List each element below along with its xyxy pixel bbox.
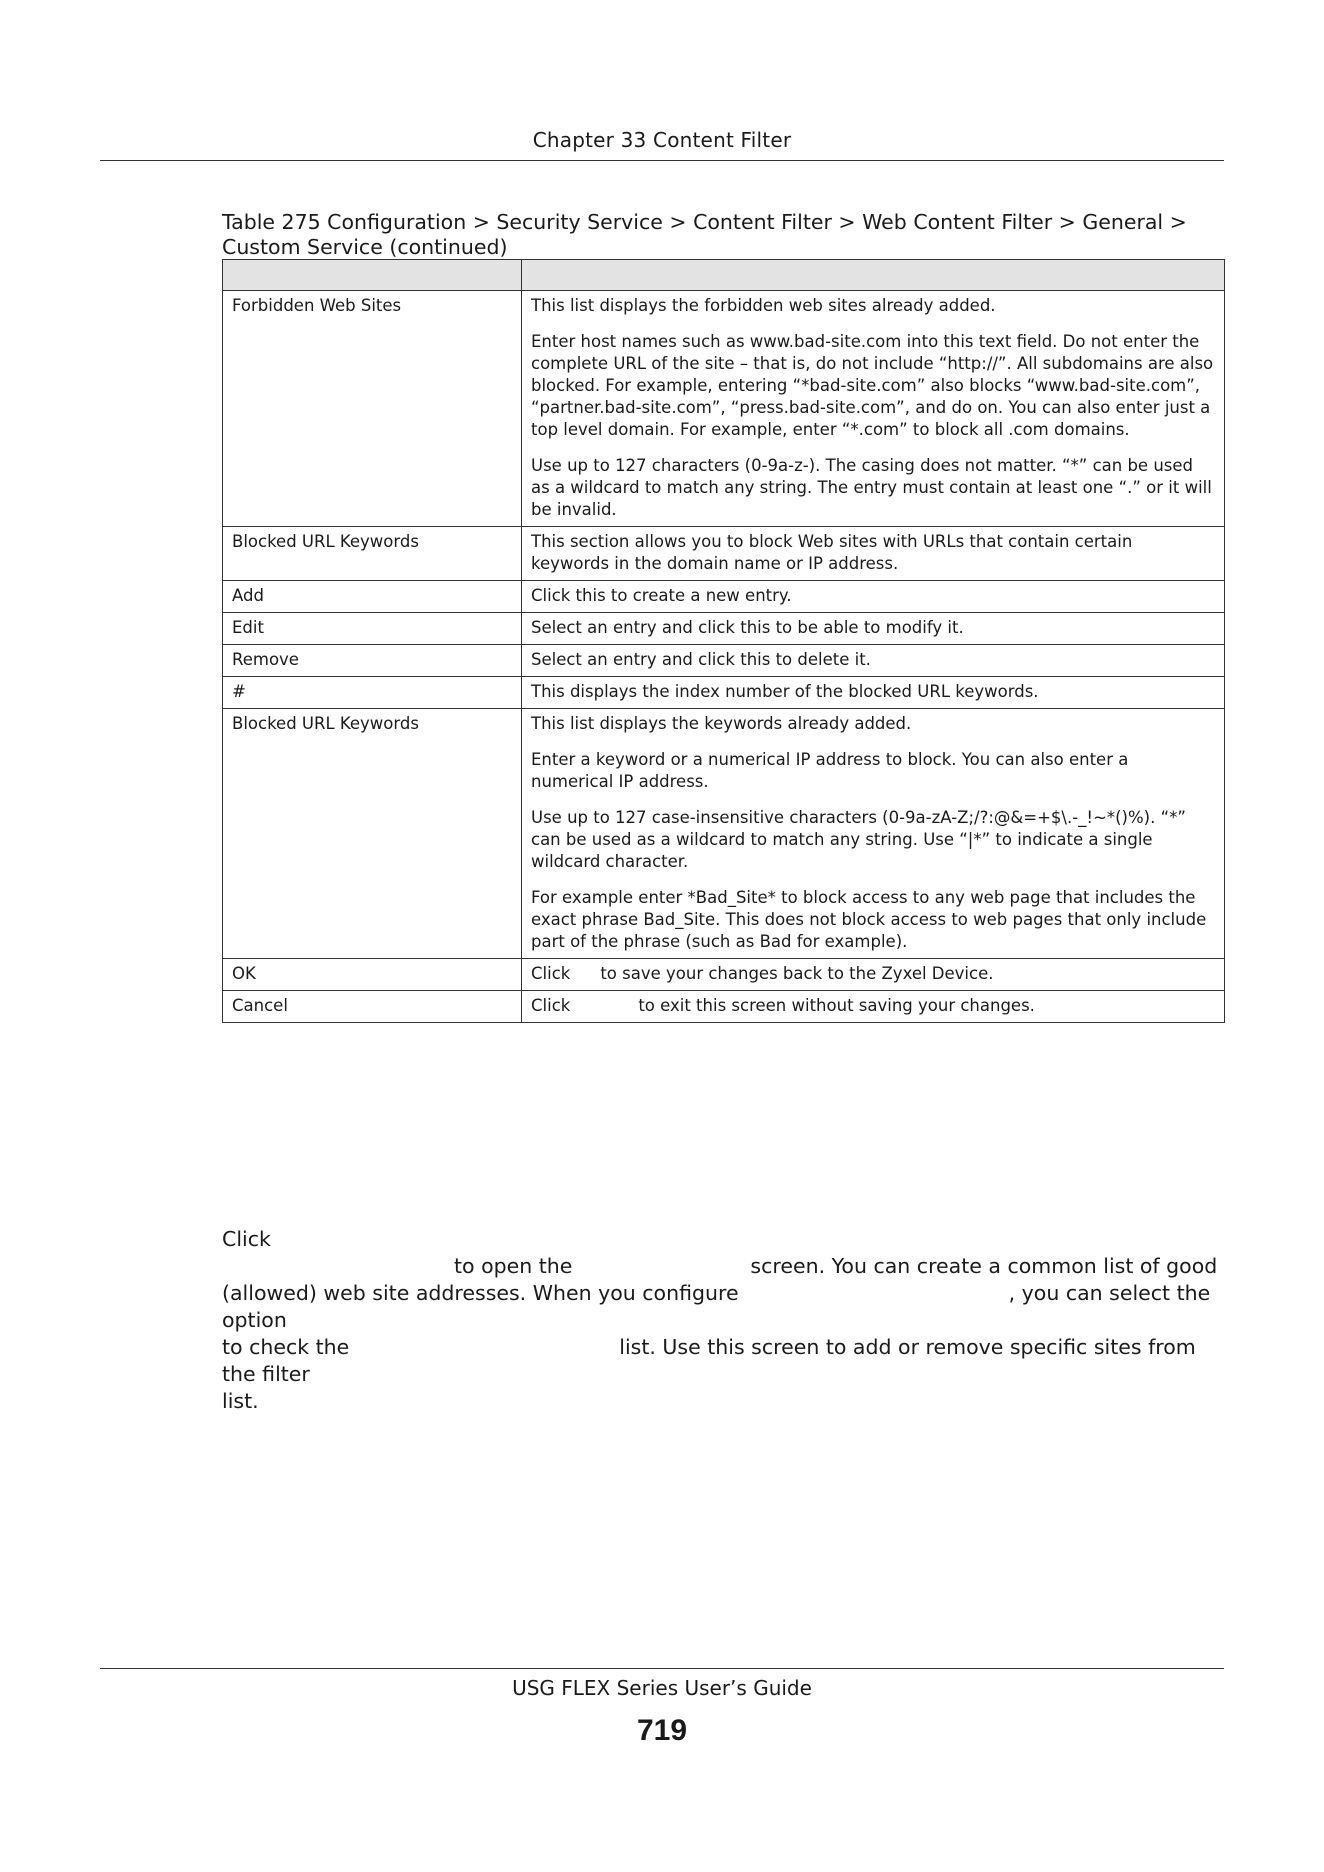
table-header-label — [223, 260, 522, 291]
row-description — [522, 959, 1225, 991]
body-line — [222, 1253, 1224, 1280]
description-paragraph: Click this to create a new entry. — [531, 586, 792, 605]
description-paragraph: This list displays the keywords already added. — [531, 714, 912, 733]
body-line — [222, 1226, 1224, 1253]
body-line — [222, 1334, 1224, 1388]
description-rest: to exit this screen without saving your changes. — [638, 996, 1035, 1015]
row-description — [522, 527, 1225, 581]
table-header-description — [522, 260, 1225, 291]
description-paragraph: For example enter *Bad_Site* to block access to any web page that includes the exact phrase Bad_Site. This does not block access to web pages that only include part of the phrase (such as Bad for example). — [531, 888, 1207, 951]
row-description — [522, 677, 1225, 709]
body-text-fragment: , you can select the option — [222, 1281, 1211, 1332]
row-label: # — [223, 677, 522, 709]
footer-rule — [100, 1668, 1224, 1669]
running-header: Chapter 33 Content Filter — [532, 128, 792, 152]
description-paragraph: Enter a keyword or a numerical IP address to block. You can also enter a numerical IP address. — [531, 750, 1129, 791]
row-label: OK — [223, 959, 522, 991]
row-label: Remove — [223, 645, 522, 677]
table-row — [223, 613, 1225, 645]
body-text-fragment: screen. You can create a common list of good — [750, 1254, 1218, 1278]
description-paragraph: This section allows you to block Web sites with URLs that contain certain keywords in the domain name or IP address. — [531, 532, 1133, 573]
click-word: Click — [531, 964, 571, 983]
description-paragraph: Use up to 127 case-insensitive characters (0-9a-zA-Z;/?:@&=+$\.-_!~*()%). “*” can be used as a wildcard to match any string. Use “|*” to indicate a single wildcard character. — [531, 808, 1186, 871]
row-label: Add — [223, 581, 522, 613]
row-description — [522, 709, 1225, 959]
row-label: Edit — [223, 613, 522, 645]
reference-table — [222, 259, 1225, 1023]
body-text-fragment: list. — [222, 1389, 259, 1413]
row-label: Blocked URL Keywords — [223, 527, 522, 581]
description-paragraph: Use up to 127 characters (0-9a-z-). The casing does not matter. “*” can be used as a wildcard to match any string. The entry must contain at least one “.” or it will be invalid. — [531, 456, 1212, 519]
table-row — [223, 991, 1225, 1023]
header-rule — [100, 160, 1224, 161]
description-paragraph: Select an entry and click this to delete it. — [531, 650, 871, 669]
row-label: Blocked URL Keywords — [223, 709, 522, 959]
page-number: 719 — [636, 1714, 688, 1747]
table-row — [223, 527, 1225, 581]
table-row — [223, 645, 1225, 677]
description-paragraph: This displays the index number of the blocked URL keywords. — [531, 682, 1039, 701]
row-description — [522, 613, 1225, 645]
table-row — [223, 709, 1225, 959]
table-row — [223, 677, 1225, 709]
description-paragraph: Enter host names such as www.bad-site.com into this text field. Do not enter the complete URL of the site – that is, do not include “http://”. All subdomains are also blocked. For example, entering “*bad-site.com” also blocks “www.bad-site.com”, “partner.bad-site.com”, “press.bad-site.com”, and do on. You can also enter just a top level domain. For example, enter “*.com” to block all .com domains. — [531, 332, 1214, 439]
body-paragraph — [222, 1226, 1224, 1415]
body-text-fragment: Click — [222, 1227, 271, 1251]
table-row — [223, 291, 1225, 527]
body-line — [222, 1388, 1224, 1415]
body-text-fragment: to open the — [454, 1254, 573, 1278]
body-line — [222, 1280, 1224, 1334]
table-row — [223, 959, 1225, 991]
description-paragraph: Select an entry and click this to be able to modify it. — [531, 618, 964, 637]
row-description — [522, 291, 1225, 527]
table-row — [223, 581, 1225, 613]
description-rest: to save your changes back to the Zyxel Device. — [600, 964, 994, 983]
body-text-fragment: (allowed) web site addresses. When you configure — [222, 1281, 739, 1305]
click-word: Click — [531, 996, 571, 1015]
row-description — [522, 581, 1225, 613]
table-header-row — [223, 260, 1225, 291]
row-label: Cancel — [223, 991, 522, 1023]
description-paragraph: This list displays the forbidden web sites already added. — [531, 296, 996, 315]
body-text-fragment: list. Use this screen to add or remove specific sites from the filter — [222, 1335, 1196, 1386]
table-caption: Table 275 Configuration > Security Service > Content Filter > Web Content Filter > General > Custom Service (continued) — [222, 210, 1187, 259]
body-text-fragment: to check the — [222, 1335, 350, 1359]
row-description — [522, 645, 1225, 677]
row-label: Forbidden Web Sites — [223, 291, 522, 527]
row-description — [522, 991, 1225, 1023]
footer-title: USG FLEX Series User’s Guide — [512, 1676, 812, 1700]
